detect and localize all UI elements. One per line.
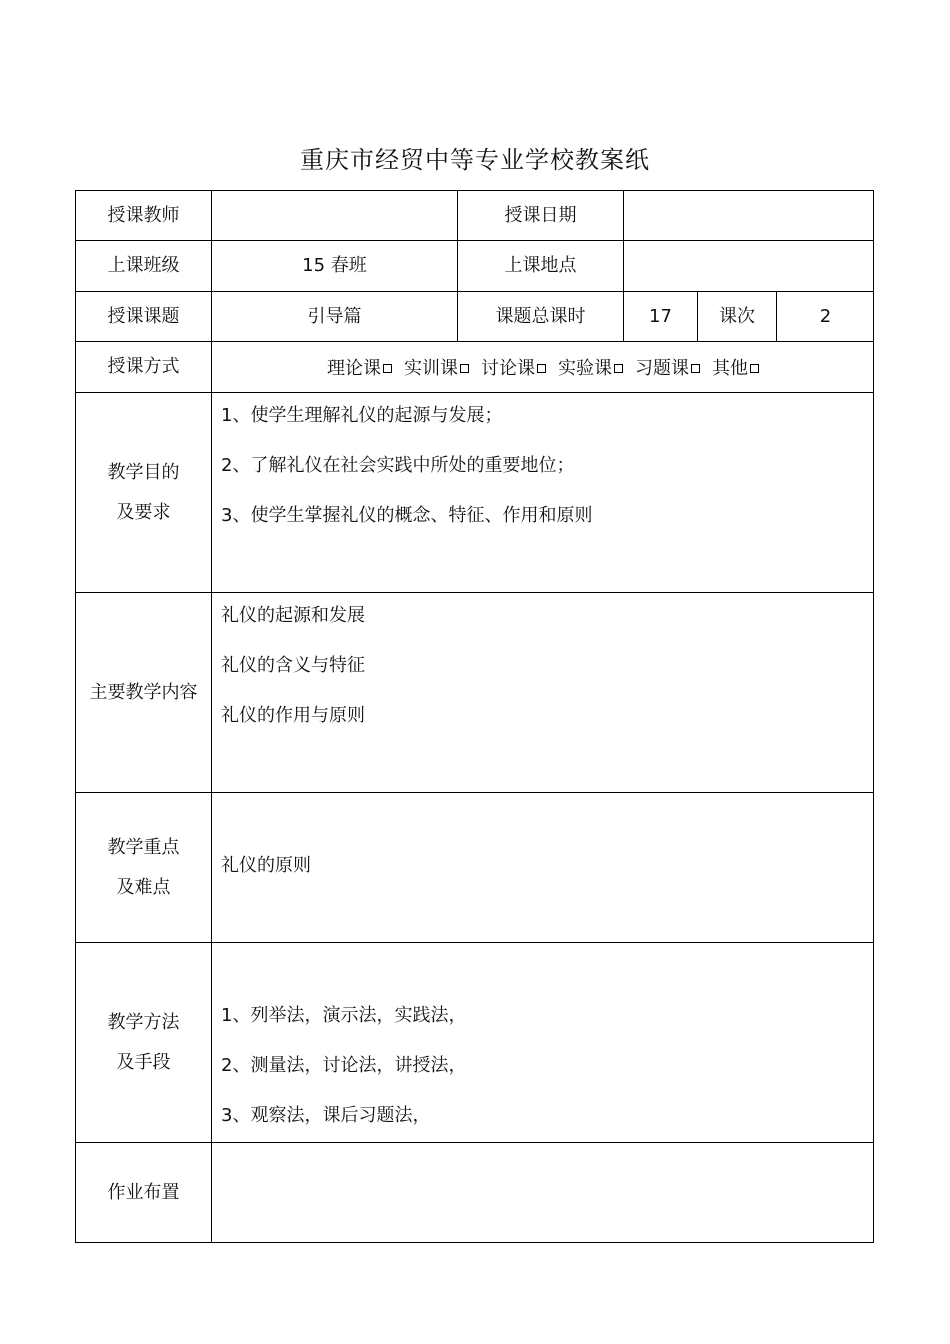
location-label: 上课地点	[504, 255, 577, 277]
checkbox-icon[interactable]	[537, 364, 546, 373]
content-label: 主要教学内容	[89, 681, 198, 703]
topic-value[interactable]: 引导篇	[307, 305, 362, 327]
method-option-other[interactable]: 其他	[712, 354, 759, 380]
page-title: 重庆市经贸中等专业学校教案纸	[300, 146, 650, 174]
total-hours-value[interactable]: 17	[649, 305, 672, 327]
homework-value[interactable]	[212, 1143, 874, 1242]
objectives-line: 2、了解礼仪在社会实践中所处的重要地位；	[221, 455, 575, 476]
teacher-value[interactable]	[212, 191, 457, 240]
objectives-label: 教学目的 及要求	[107, 462, 180, 523]
methods-line: 1、列举法，演示法，实践法，	[221, 1005, 467, 1026]
method-label: 授课方式	[107, 356, 180, 378]
class-value[interactable]: 15 春班	[302, 255, 367, 277]
class-label: 上课班级	[107, 255, 180, 277]
content-line: 礼仪的含义与特征	[221, 655, 365, 676]
method-option-exercise[interactable]: 习题课	[635, 354, 700, 380]
session-label: 课次	[719, 305, 755, 327]
session-value[interactable]: 2	[819, 305, 832, 327]
content-line: 礼仪的起源和发展	[221, 605, 365, 626]
homework-label: 作业布置	[107, 1181, 180, 1203]
methods-label: 教学方法 及手段	[107, 1012, 180, 1073]
method-option-practical[interactable]: 实训课	[404, 354, 469, 380]
teaching-method-options	[212, 342, 874, 392]
objectives-line: 1、使学生理解礼仪的起源与发展；	[221, 405, 503, 426]
total-hours-label: 课题总课时	[495, 305, 586, 327]
location-value[interactable]	[624, 241, 874, 291]
method-option-experiment[interactable]: 实验课	[558, 354, 623, 380]
checkbox-icon[interactable]	[750, 364, 759, 373]
date-label: 授课日期	[504, 204, 577, 226]
keypoints-line: 礼仪的原则	[221, 855, 311, 876]
methods-line: 3、观察法，课后习题法，	[221, 1105, 431, 1126]
checkbox-icon[interactable]	[691, 364, 700, 373]
objectives-line: 3、使学生掌握礼仪的概念、特征、作用和原则	[221, 505, 593, 526]
method-option-discussion[interactable]: 讨论课	[481, 354, 546, 380]
topic-label: 授课课题	[107, 305, 180, 327]
teacher-label: 授课教师	[107, 204, 180, 226]
keypoints-label: 教学重点 及难点	[107, 837, 180, 898]
checkbox-icon[interactable]	[460, 364, 469, 373]
checkbox-icon[interactable]	[383, 364, 392, 373]
checkbox-icon[interactable]	[614, 364, 623, 373]
content-line: 礼仪的作用与原则	[221, 705, 365, 726]
methods-line: 2、测量法，讨论法，讲授法，	[221, 1055, 467, 1076]
method-option-theory[interactable]: 理论课	[327, 354, 392, 380]
date-value[interactable]	[624, 191, 874, 240]
